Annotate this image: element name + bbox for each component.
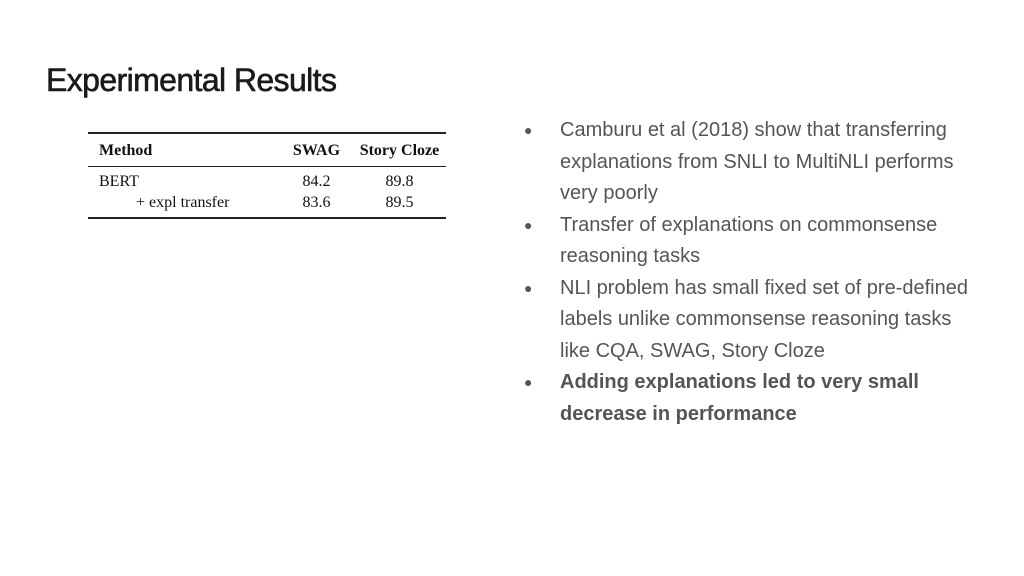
cell-story-cloze: 89.5 <box>353 192 446 218</box>
bullet-text: NLI problem has small fixed set of pre-defined labels unlike commonsense reasoning tasks like CQA, SWAG, Story Cloze <box>560 276 968 362</box>
bullet-item <box>524 115 984 210</box>
bullet-list <box>524 115 984 430</box>
cell-swag: 83.6 <box>280 192 353 218</box>
bullet-item <box>524 273 984 368</box>
cell-method: + expl transfer <box>88 192 280 218</box>
bullet-text: Adding explanations led to very small decrease in performance <box>560 371 919 425</box>
table-header-row <box>88 133 446 167</box>
bullet-item <box>524 210 984 273</box>
bullet-dot-icon: ● <box>524 122 533 138</box>
bullet-item-emphasized <box>524 367 984 430</box>
cell-story-cloze: 89.8 <box>385 173 414 190</box>
results-table <box>88 132 446 219</box>
bullet-dot-icon: ● <box>524 216 533 233</box>
cell-method: BERT <box>99 173 139 190</box>
table-row <box>88 192 446 218</box>
cell-swag: 84.2 <box>302 173 331 190</box>
bullet-text: Camburu et al (2018) show that transferring explanations from SNLI to MultiNLI performs very poorly <box>560 119 954 204</box>
table-row <box>88 167 446 193</box>
header-story-cloze: Story Cloze <box>353 133 446 167</box>
header-swag: SWAG <box>280 133 353 167</box>
bullet-text: Transfer of explanations on commonsense reasoning tasks <box>560 213 938 267</box>
header-method: Method <box>88 133 280 167</box>
slide-title: Experimental Results <box>46 62 337 98</box>
bullet-dot-icon: ● <box>524 279 533 296</box>
bullet-dot-icon: ● <box>524 374 533 390</box>
